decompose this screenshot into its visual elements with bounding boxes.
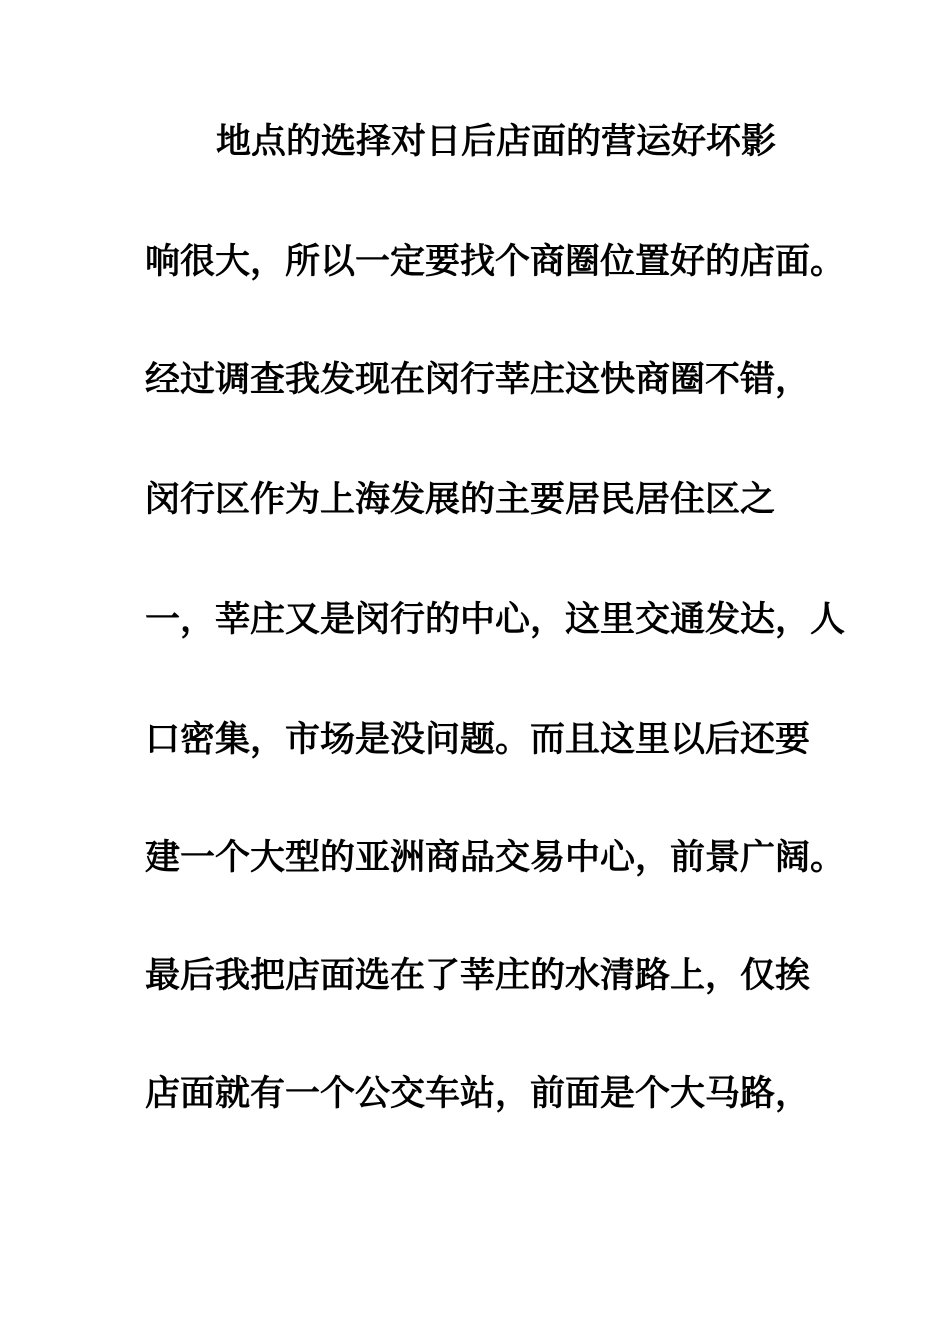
paragraph-line-8: 最后我把店面选在了莘庄的水清路上，仅挨 <box>145 955 811 996</box>
paragraph-line-7: 建一个大型的亚洲商品交易中心，前景广阔。 <box>145 837 846 878</box>
paragraph-line-1: 地点的选择对日后店面的营运好坏影 <box>216 121 777 162</box>
paragraph-line-6: 口密集，市场是没问题。而且这里以后还要 <box>145 719 811 760</box>
paragraph-line-2: 响很大，所以一定要找个商圈位置好的店面。 <box>145 241 846 282</box>
paragraph-line-4: 闵行区作为上海发展的主要居民居住区之 <box>145 479 776 520</box>
paragraph-line-5: 一，莘庄又是闵行的中心，这里交通发达，人 <box>145 599 846 640</box>
paragraph-line-9: 店面就有一个公交车站，前面是个大马路， <box>145 1073 811 1114</box>
paragraph-line-3: 经过调查我发现在闵行莘庄这快商圈不错， <box>145 359 811 400</box>
